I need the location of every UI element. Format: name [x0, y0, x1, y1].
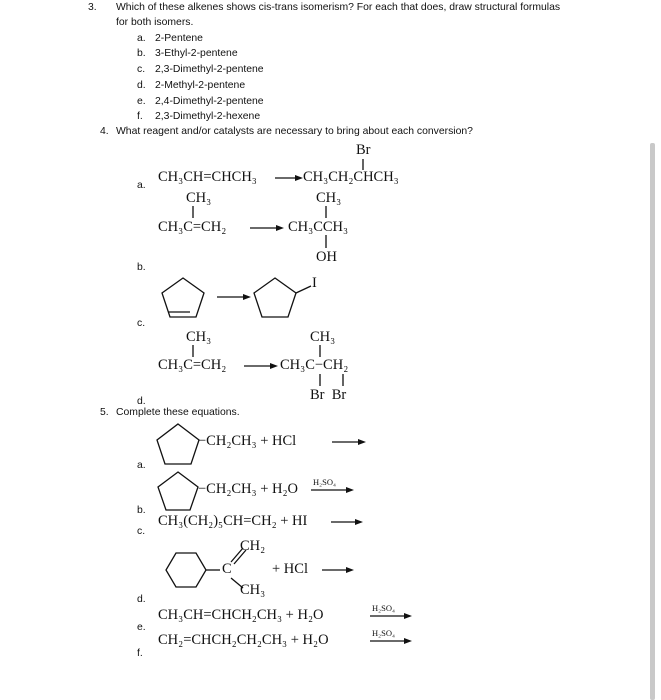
q5-a-cyclopentane [157, 424, 199, 464]
q3-text-continued: for both isomers. [116, 17, 194, 28]
q4-d-label: d. [137, 396, 146, 407]
q5-d-carbon: C [222, 561, 232, 577]
q5-d-methyl: CH₃ [240, 582, 266, 598]
q4-a-label: a. [137, 180, 146, 191]
q5-a-label: a. [137, 460, 146, 471]
q5-b-equation: −CH₂CH₃ + H₂O [198, 481, 298, 497]
q5-c-equation: CH₃(CH₂)₅CH=CH₂ + HI [158, 513, 308, 529]
q5-d-cyclohexane [166, 553, 206, 587]
q5-d-equation: + HCl [272, 561, 308, 577]
q4-b-reactant-methyl: CH₃ [186, 190, 212, 206]
q4-b-reactant: CH₃C=CH₂ [158, 219, 227, 235]
q4-c-iodocyclopentane [254, 278, 296, 317]
q3-item-a: 2-Pentene [155, 33, 203, 44]
q4-b-label: b. [137, 262, 146, 273]
q5-number: 5. [100, 407, 109, 418]
q4-text: What reagent and/or catalysts are necessary to bring about each conversion? [116, 126, 473, 137]
q4-number: 4. [100, 126, 109, 137]
q3-item-c: 2,3-Dimethyl-2-pentene [155, 64, 264, 75]
q3-item-e: 2,4-Dimethyl-2-pentene [155, 96, 264, 107]
q5-d-label: d. [137, 594, 146, 605]
q3-number: 3. [88, 2, 97, 13]
q4-a-product: CH₃CH₂CHCH₃ [303, 169, 399, 185]
q4-c-iodo: I [312, 275, 317, 291]
q3-item-b: 3-Ethyl-2-pentene [155, 48, 238, 59]
q4-d-product-methyl: CH₃ [310, 329, 336, 345]
q4-d-product: CH₃C−CH₂ [280, 357, 349, 373]
q3-item-d-label: d. [137, 80, 146, 91]
q4-a-bromo: Br [356, 142, 371, 158]
q5-f-equation: CH₂=CHCH₂CH₂CH₃ + H₂O [158, 632, 329, 648]
q3-item-b-label: b. [137, 48, 146, 59]
q4-b-hydroxyl: OH [316, 249, 337, 265]
q5-a-equation: −CH₂CH₃ + HCl [198, 433, 297, 449]
q3-item-e-label: e. [137, 96, 146, 107]
q5-text: Complete these equations. [116, 407, 240, 418]
scrollbar[interactable] [650, 143, 655, 700]
q3-item-f-label: f. [137, 111, 143, 122]
q5-e-label: e. [137, 622, 146, 633]
q3-item-d: 2-Methyl-2-pentene [155, 80, 246, 91]
q5-e-equation: CH₃CH=CHCH₂CH₃ + H₂O [158, 607, 324, 623]
q4-d-reactant: CH₃C=CH₂ [158, 357, 227, 373]
q5-d-methylene: CH₂ [240, 538, 266, 554]
q3-item-c-label: c. [137, 64, 146, 75]
q4-b-product-methyl: CH₃ [316, 190, 342, 206]
q4-d-reactant-methyl: CH₃ [186, 329, 212, 345]
q4-b-product: CH₃CCH₃ [288, 219, 349, 235]
q3-text: Which of these alkenes shows cis-trans isomerism? For each that does, draw structural formulas [116, 2, 561, 13]
q4-c-label: c. [137, 318, 146, 329]
q3-item-a-label: a. [137, 33, 146, 44]
q4-d-dibromo: Br Br [310, 387, 347, 403]
q5-f-label: f. [137, 648, 143, 659]
q4-c-cyclopentene [162, 278, 204, 317]
q5-b-catalyst: H₂SO₄ [313, 477, 336, 487]
q5-c-label: c. [137, 526, 146, 537]
q5-b-cyclopentane [158, 472, 198, 510]
q5-b-label: b. [137, 505, 146, 516]
q3-item-f: 2,3-Dimethyl-2-hexene [155, 111, 261, 122]
q5-e-catalyst: H₂SO₄ [372, 603, 395, 613]
q5-f-catalyst: H₂SO₄ [372, 628, 395, 638]
q4-a-reactant: CH₃CH=CHCH₃ [158, 169, 257, 185]
